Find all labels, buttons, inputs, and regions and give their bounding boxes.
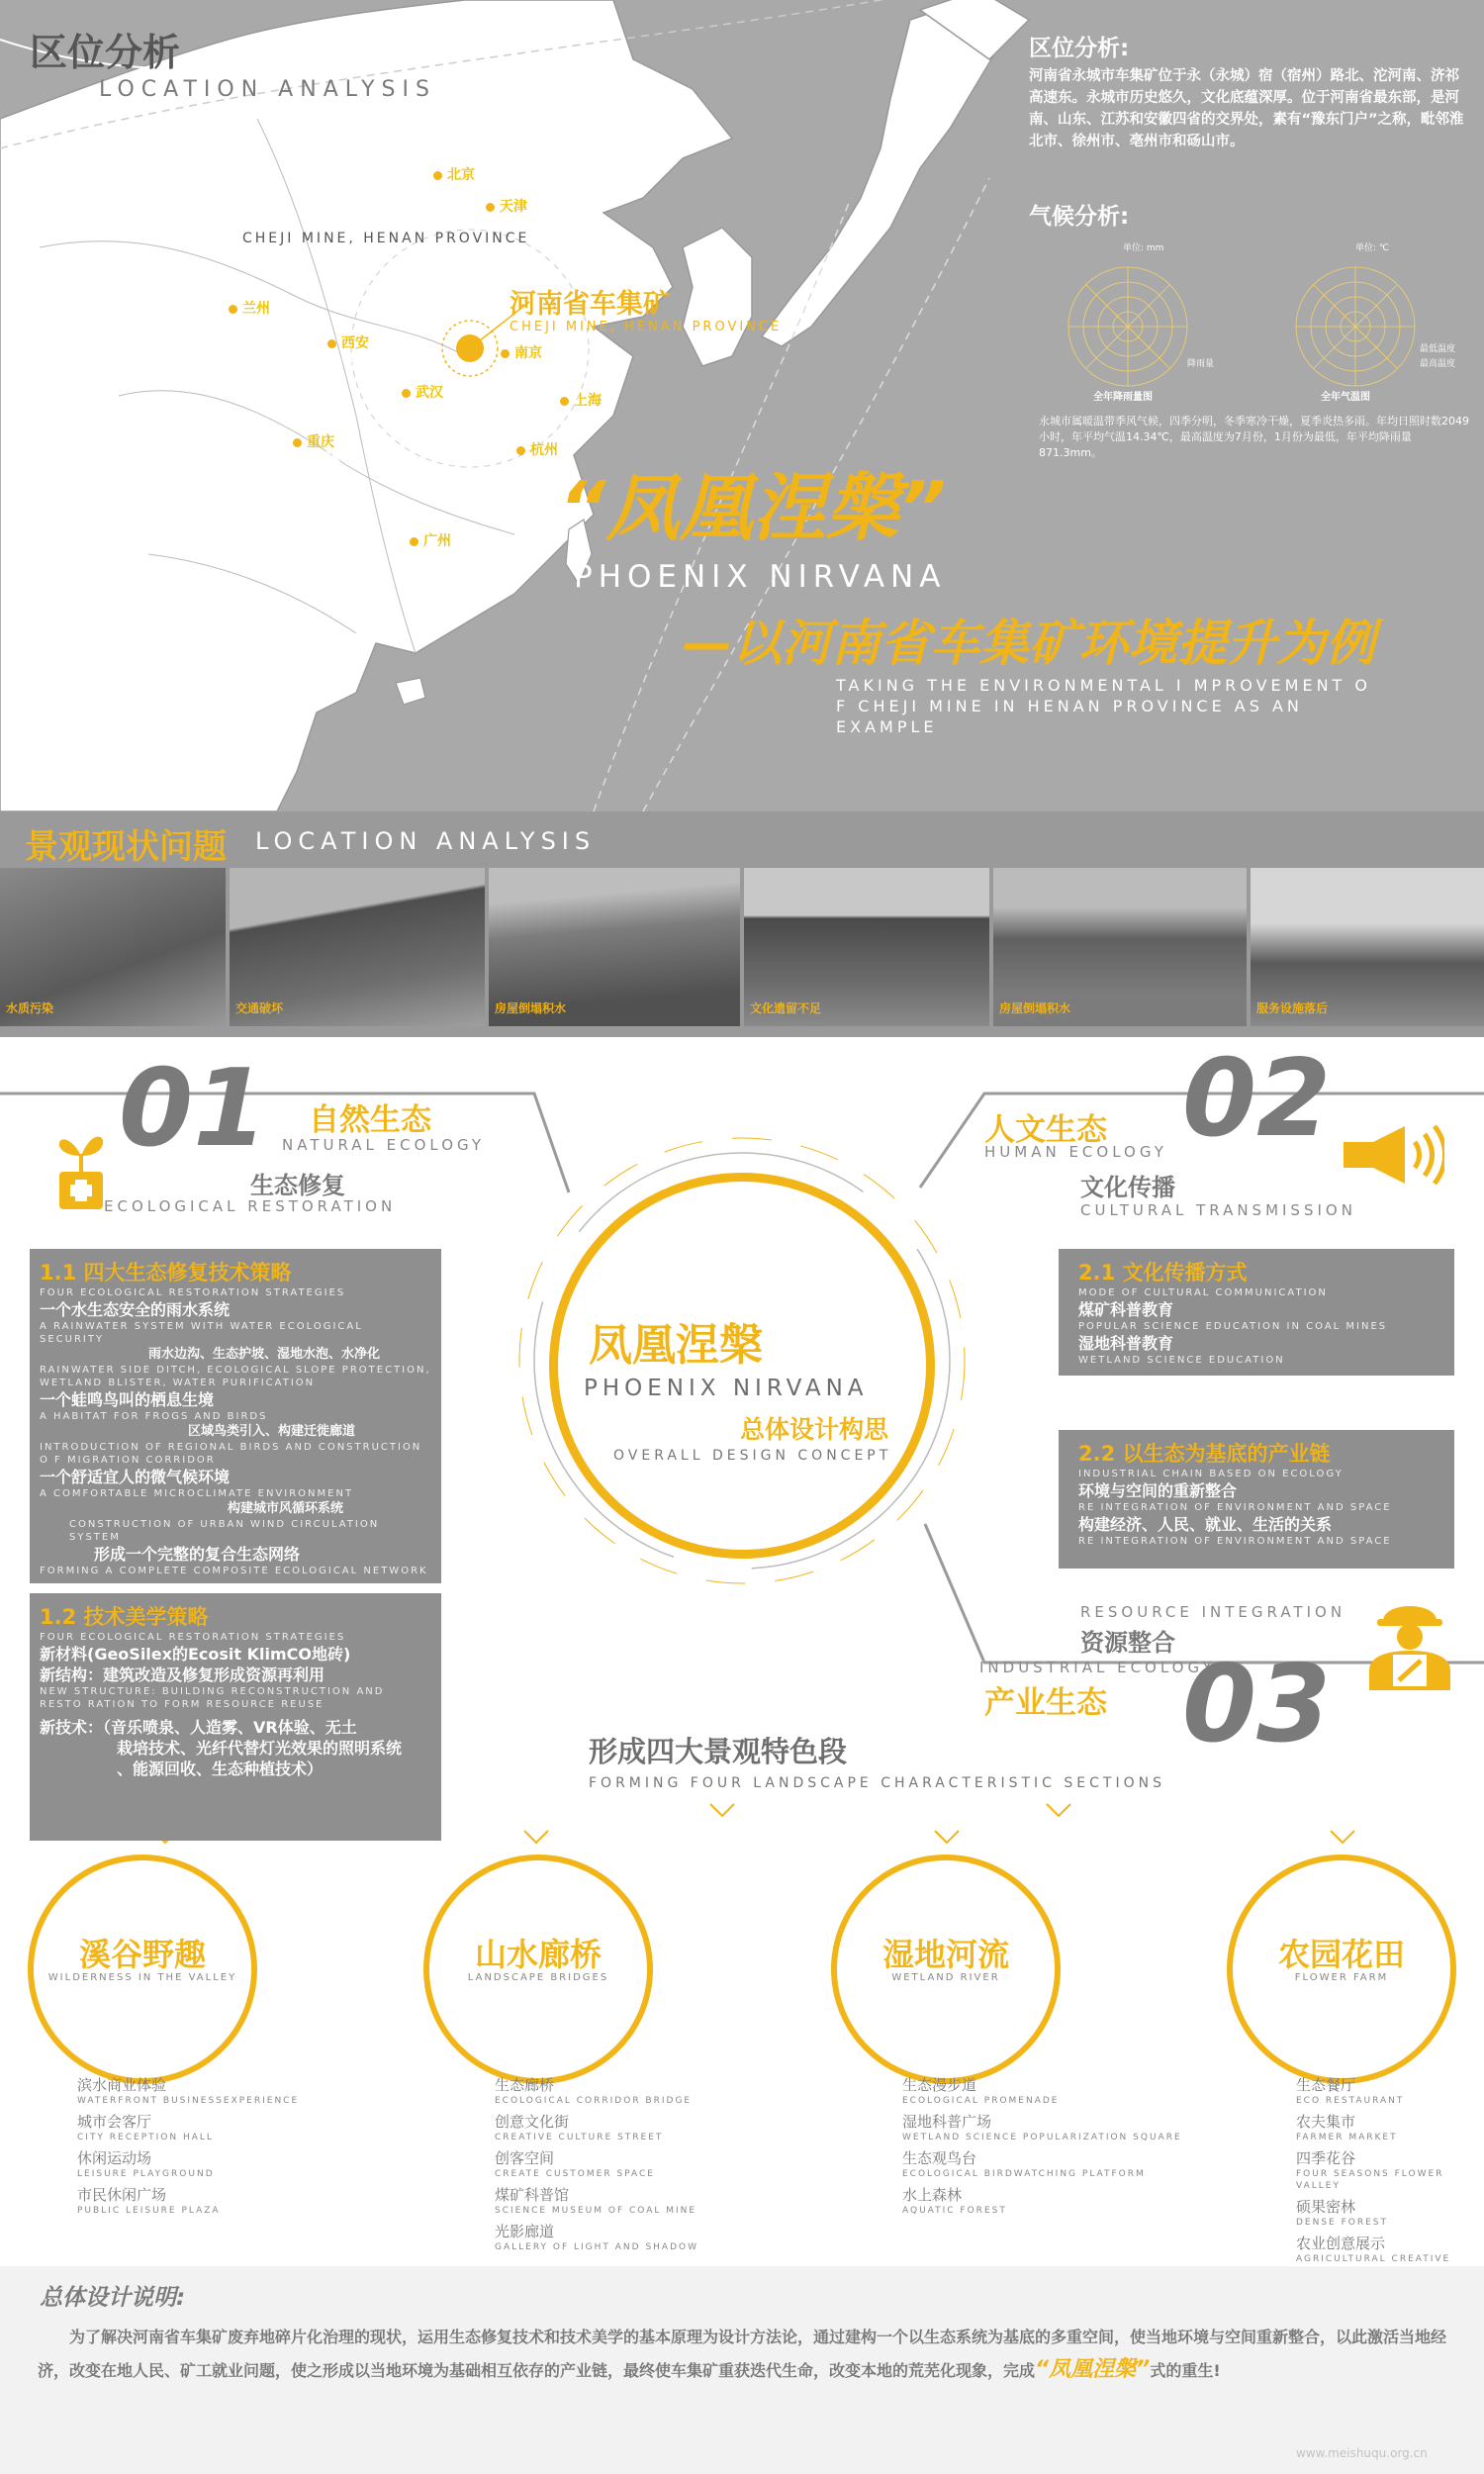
- summary-body: 为了解决河南省车集矿废弃地碎片化治理的现状，运用生态修复技术和技术美学的基本原理为设计方法论，通过建构一个以生态系统为基底的多重空间，使当地环境与空间重新整合，以此激活当地经济，改变在地人民、矿工就业问题，使之形成以当地环境为基础相互依存的产业链，最终使车集矿重获迭代生命，改变本地的荒芜化现象，完成: [38, 2328, 1447, 2380]
- list-item-en: DENSE FOREST: [1296, 2218, 1389, 2228]
- problem-photo-4: 文化遗留不足: [744, 868, 989, 1026]
- mine-label-en: CHEJI MINE, HENAN PROVINCE: [242, 231, 530, 246]
- card-12-heading-en: FOUR ECOLOGICAL RESTORATION STRATEGIES: [40, 1632, 346, 1643]
- card-11-item-2-sub: 区域鸟类引入、构建迁徙廊道: [188, 1424, 356, 1439]
- card-11-item-1-en: A RAINWATER SYSTEM WITH WATER ECOLOGICAL SECURITY: [40, 1321, 363, 1345]
- summary-end: 式的重生!: [1150, 2361, 1221, 2380]
- card-21-line-2-en: WETLAND SCIENCE EDUCATION: [1078, 1355, 1285, 1366]
- list-item-en: SCIENCE MUSEUM OF COAL MINE: [495, 2206, 697, 2216]
- industry-title-cn: 产业生态: [984, 1685, 1107, 1721]
- list-item-en: PUBLIC LEISURE PLAZA: [77, 2206, 221, 2216]
- list-item: 煤矿科普馆: [495, 2186, 570, 2204]
- industry-sub-en: RESOURCE INTEGRATION: [1080, 1603, 1346, 1621]
- list-item-en: FOUR SEASONS FLOWER VALLEY: [1296, 2169, 1444, 2191]
- sections-title-en: FORMING FOUR LANDSCAPE CHARACTERISTIC SECTIONS: [589, 1775, 1165, 1791]
- card-22-heading-en: INDUSTRIAL CHAIN BASED ON ECOLOGY: [1078, 1469, 1344, 1479]
- card-industrial-chain: [1059, 1430, 1454, 1569]
- problem-photo-3: 房屋倒塌积水: [489, 868, 740, 1026]
- list-item-en: AQUATIC FOREST: [902, 2206, 1007, 2216]
- list-farm: [1296, 2076, 1464, 2283]
- list-item: 湿地科普广场: [902, 2113, 992, 2131]
- list-item: 创客空间: [495, 2149, 555, 2167]
- card-11-item-1-sub: 雨水边沟、生态护坡、湿地水泡、水净化: [148, 1347, 381, 1362]
- section-wetland-en: WETLAND RIVER: [891, 1972, 1000, 1983]
- hero-title-cn: “凤凰涅槃”: [559, 466, 947, 551]
- center-title-en: PHOENIX NIRVANA: [584, 1376, 869, 1401]
- list-item-en: ECO RESTAURANT: [1296, 2096, 1405, 2106]
- climate-unit-left: 单位: mm: [1123, 243, 1164, 253]
- list-item-en: CITY RECEPTION HALL: [77, 2133, 214, 2142]
- hero-subtitle-cn: —以河南省车集矿环境提升为例: [683, 615, 1375, 672]
- card-11-item-1: 一个水生态安全的雨水系统: [40, 1300, 231, 1319]
- climate-rose-charts: [1029, 233, 1464, 401]
- climate-heading: 气候分析:: [1029, 204, 1130, 230]
- section-farm-cn: 农园花田: [1277, 1936, 1405, 1973]
- card-22-line-1: 环境与空间的重新整合: [1078, 1481, 1238, 1500]
- eco-sub-cn: 生态修复: [250, 1172, 345, 1199]
- list-item: 生态餐厅: [1296, 2076, 1356, 2094]
- card-11-heading-en: FOUR ECOLOGICAL RESTORATION STRATEGIES: [40, 1287, 346, 1298]
- card-tech-aesthetics: [30, 1593, 441, 1841]
- card-21-heading-en: MODE OF CULTURAL COMMUNICATION: [1078, 1287, 1328, 1298]
- section-wetland-cn: 湿地河流: [881, 1936, 1009, 1973]
- eco-title-cn: 自然生态: [309, 1102, 431, 1138]
- climate-caption-left: 全年降雨量图: [1093, 392, 1153, 403]
- section-bridges-cn: 山水廊桥: [474, 1936, 602, 1973]
- problems-title-en: LOCATION ANALYSIS: [255, 827, 597, 855]
- list-item: 农夫集市: [1296, 2113, 1356, 2131]
- problem-photo-1: 水质污染: [0, 868, 226, 1026]
- section-valley-en: WILDERNESS IN THE VALLEY: [47, 1972, 237, 1983]
- card-12-line-4: 栽培技术、光纤代替灯光效果的照明系统: [117, 1739, 403, 1758]
- card-21-line-1-en: POPULAR SCIENCE EDUCATION IN COAL MINES: [1078, 1321, 1388, 1332]
- card-11-item-2-sub-en: INTRODUCTION OF REGIONAL BIRDS AND CONSTRUCTION O F MIGRATION CORRIDOR: [40, 1442, 422, 1466]
- city-beijing: 北京 650KM: [447, 168, 492, 198]
- list-item-en: AGRICULTURAL CREATIVE: [1296, 2254, 1451, 2264]
- list-item: 创意文化街: [495, 2113, 570, 2131]
- list-item-en: ECOLOGICAL BIRDWATCHING PLATFORM: [902, 2169, 1146, 2179]
- list-item: 城市会客厅: [77, 2113, 152, 2131]
- section-valley-cn: 溪谷野趣: [78, 1936, 206, 1973]
- list-item-en: CREATE CUSTOMER SPACE: [495, 2169, 655, 2179]
- list-item: 生态观鸟台: [902, 2149, 977, 2167]
- climate-text: 永城市属暖温带季风气候，四季分明，冬季寒冷干燥，夏季炎热多雨。年均日照时数2049小时，年平均气温14.34℃，最高温度为7月份，1月份为最低，年平均降雨量871.3mm。: [1039, 415, 1469, 459]
- list-item: 生态漫步道: [902, 2076, 977, 2094]
- human-title-cn: 人文生态: [984, 1112, 1107, 1148]
- eco-number: 01: [119, 1047, 268, 1171]
- card-22-heading: 2.2 以生态为基底的产业链: [1078, 1442, 1331, 1466]
- climate-caption-right: 全年气温图: [1321, 392, 1370, 403]
- list-item: 四季花谷: [1296, 2149, 1356, 2167]
- watermark: www.meishuqu.org.cn: [1296, 2446, 1428, 2460]
- city-guangzhou: 广州 1300KM: [423, 534, 476, 564]
- city-lanzhou: 兰州 900KM: [242, 302, 287, 332]
- hero-title-en: PHOENIX NIRVANA: [574, 559, 947, 595]
- center-sub-en: OVERALL DESIGN CONCEPT: [613, 1448, 892, 1464]
- card-11-item-2: 一个蛙鸣鸟叫的栖息生境: [40, 1390, 215, 1409]
- card-11-item-1-sub-en: RAINWATER SIDE DITCH, ECOLOGICAL SLOPE PROTECTION, WETLAND BLISTER, WATER PURIFICATION: [40, 1365, 431, 1388]
- card-11-item-2-en: A HABITAT FOR FROGS AND BIRDS: [40, 1411, 268, 1422]
- mine-name-en: CHEJI MINE, HENAN PROVINCE: [510, 320, 783, 334]
- list-item: 滨水商业体验: [77, 2076, 167, 2094]
- location-text: 河南省永城市车集矿位于永（永城）宿（宿州）路北、沱河南、济祁高速东。永城市历史悠久，文化底蕴深厚。位于河南省最东部，是河南、山东、江苏和安徽四省的交界处，素有“豫东门户”之称，毗邻淮北市、徐州市、亳州市和砀山市。: [1029, 68, 1464, 149]
- list-item-en: FARMER MARKET: [1296, 2133, 1398, 2142]
- card-12-line-2-en: NEW STRUCTURE: BUILDING RECONSTRUCTION AND RESTO RATION TO FORM RESOURCE REUSE: [40, 1686, 385, 1710]
- location-title-en: LOCATION ANALYSIS: [99, 77, 436, 102]
- sections-title-cn: 形成四大景观特色段: [589, 1735, 848, 1768]
- center-title-cn: 凤凰涅槃: [589, 1320, 763, 1371]
- problems-title-cn: 景观现状问题: [25, 827, 227, 867]
- list-item: 水上森林: [902, 2186, 963, 2204]
- location-title-cn: 区位分析: [30, 31, 181, 74]
- list-item-en: WATERFRONT BUSINESSEXPERIENCE: [77, 2096, 300, 2106]
- problem-photo-2: 交通破坏: [230, 868, 485, 1026]
- hero-subtitle-en: TAKING THE ENVIRONMENTAL I MPROVEMENT O F CHEJI MINE IN HENAN PROVINCE AS AN EXAMPLE: [836, 676, 1371, 736]
- card-12-line-5: 、能源回收、生态种植技术）: [117, 1760, 324, 1778]
- mine-name-cn: 河南省车集矿: [510, 289, 670, 320]
- list-item-en: CREATIVE CULTURE STREET: [495, 2133, 664, 2142]
- list-item: 休闲运动场: [77, 2149, 152, 2167]
- seedling-icon: [57, 1126, 105, 1215]
- list-item-en: WETLAND SCIENCE POPULARIZATION SQUARE: [902, 2133, 1182, 2142]
- city-chongqing: 重庆 870KM: [307, 435, 351, 465]
- city-nanjing: 南京 570KM: [514, 346, 559, 376]
- card-12-line-3: 新技术：（音乐喷泉、人造雾、VR体验、无土: [40, 1718, 357, 1737]
- climate-legend-right-2: 最高温度: [1420, 359, 1456, 369]
- list-bridges: [495, 2076, 752, 2259]
- card-22-line-2-en: RE INTEGRATION OF ENVIRONMENT AND SPACE: [1078, 1536, 1392, 1547]
- card-12-line-2: 新结构：建筑改造及修复形成资源再利用: [40, 1665, 325, 1684]
- human-number: 02: [1182, 1037, 1332, 1161]
- industry-sub-cn: 资源整合: [1080, 1629, 1175, 1657]
- climate-unit-right: 单位: ℃: [1355, 243, 1390, 253]
- list-item-en: ECOLOGICAL CORRIDOR BRIDGE: [495, 2096, 693, 2106]
- city-tianjin: 天津 680KM: [500, 200, 544, 230]
- summary-heading: 总体设计说明:: [40, 2285, 186, 2311]
- card-21-line-1: 煤矿科普教育: [1078, 1300, 1174, 1319]
- location-map: [0, 0, 1484, 811]
- list-item: 农业创意展示: [1296, 2235, 1386, 2252]
- card-11-heading: 1.1 四大生态修复技术策略: [40, 1261, 292, 1285]
- problem-photo-5: 房屋倒塌积水: [993, 868, 1247, 1026]
- list-valley: [77, 2076, 334, 2223]
- city-wuhan: 武汉 470KM: [416, 386, 460, 416]
- card-cultural-communication: [1059, 1249, 1454, 1376]
- list-wetland: [902, 2076, 1199, 2223]
- card-22-line-1-en: RE INTEGRATION OF ENVIRONMENT AND SPACE: [1078, 1502, 1392, 1513]
- card-11-item-3-en: A COMFORTABLE MICROCLIMATE ENVIRONMENT: [40, 1488, 354, 1499]
- card-11-item-3-sub: 构建城市风循环系统: [228, 1501, 344, 1516]
- worker-icon: [1363, 1591, 1456, 1690]
- card-12-heading: 1.2 技术美学策略: [40, 1605, 209, 1629]
- city-xian: 西安 420KM: [341, 336, 386, 366]
- human-title-en: HUMAN ECOLOGY: [984, 1143, 1167, 1161]
- card-11-item-4-en: FORMING A COMPLETE COMPOSITE ECOLOGICAL NETWORK: [40, 1566, 428, 1576]
- megaphone-icon: [1336, 1120, 1444, 1189]
- card-11-item-4: 形成一个完整的复合生态网络: [94, 1545, 301, 1564]
- list-item: 硕果密林: [1296, 2198, 1356, 2216]
- climate-legend-left: 降雨量: [1187, 359, 1215, 369]
- list-item-en: LEISURE PLAYGROUND: [77, 2169, 215, 2179]
- city-shanghai: 上海: [574, 394, 602, 409]
- list-item: 生态廊桥: [495, 2076, 555, 2094]
- card-21-line-2: 湿地科普教育: [1078, 1334, 1174, 1353]
- card-ecological-strategies: [30, 1249, 441, 1583]
- location-heading: 区位分析:: [1029, 36, 1130, 61]
- list-item-en: GALLERY OF LIGHT AND SHADOW: [495, 2242, 699, 2252]
- card-12-line-1: 新材料(GeoSilex的Ecosit KlimCO地砖): [40, 1645, 351, 1664]
- summary-highlight: “凤凰涅槃”: [1035, 2357, 1151, 2382]
- center-sub-cn: 总体设计构思: [740, 1415, 889, 1444]
- climate-legend-right-1: 最低温度: [1420, 344, 1456, 354]
- section-bridges-en: LANDSCAPE BRIDGES: [467, 1972, 609, 1983]
- industry-title-en: INDUSTRIAL ECOLOGY: [979, 1659, 1216, 1676]
- human-sub-cn: 文化传播: [1080, 1174, 1175, 1201]
- card-11-item-3-sub-en: CONSTRUCTION OF URBAN WIND CIRCULATION SYSTEM: [69, 1519, 380, 1543]
- section-farm-en: FLOWER FARM: [1294, 1972, 1389, 1983]
- card-11-item-3: 一个舒适宜人的微气候环境: [40, 1468, 231, 1486]
- city-hangzhou: 杭州 800KM: [530, 443, 575, 473]
- list-item: 光影廊道: [495, 2223, 555, 2240]
- problem-photo-6: 服务设施落后: [1251, 868, 1484, 1026]
- human-sub-en: CULTURAL TRANSMISSION: [1080, 1201, 1356, 1219]
- industry-number: 03: [1182, 1643, 1332, 1766]
- summary-text: [38, 2321, 1447, 2387]
- list-item: 市民休闲广场: [77, 2186, 167, 2204]
- list-item-en: ECOLOGICAL PROMENADE: [902, 2096, 1060, 2106]
- card-21-heading: 2.1 文化传播方式: [1078, 1261, 1248, 1285]
- card-22-line-2: 构建经济、人民、就业、生活的关系: [1078, 1515, 1333, 1534]
- eco-sub-en: ECOLOGICAL RESTORATION: [104, 1197, 397, 1215]
- eco-title-en: NATURAL ECOLOGY: [282, 1136, 486, 1154]
